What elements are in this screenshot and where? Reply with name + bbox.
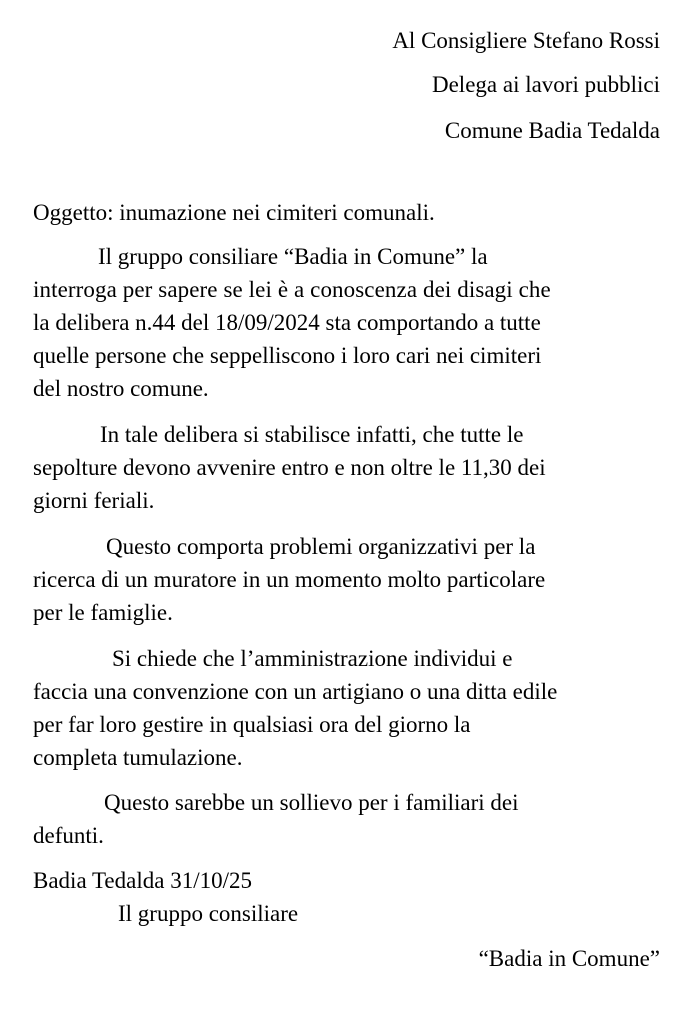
signature-line-1: Il gruppo consiliare: [118, 901, 299, 926]
paragraph-4-line-3: per far loro gestire in qualsiasi ora del giorno la: [33, 712, 471, 737]
paragraph-2-line-3: giorni feriali.: [33, 488, 155, 513]
paragraph-4-line-4: completa tumulazione.: [33, 745, 243, 770]
recipient-name: Al Consigliere Stefano Rossi: [392, 28, 660, 53]
paragraph-1-line-5: del nostro comune.: [33, 376, 209, 401]
signature-line-2: “Badia in Comune”: [478, 946, 660, 971]
paragraph-3-line-3: per le famiglie.: [33, 600, 173, 625]
paragraph-4-line-1: Si chiede che l’amministrazione individui e: [112, 646, 513, 671]
paragraph-2-line-2: sepolture devono avvenire entro e non oltre le 11,30 dei: [33, 455, 546, 480]
paragraph-5-line-1: Questo sarebbe un sollievo per i familiari dei: [104, 790, 519, 815]
paragraph-3-line-2: ricerca di un muratore in un momento molto particolare: [33, 567, 546, 592]
paragraph-1-line-2: interroga per sapere se lei è a conoscenza dei disagi che: [33, 277, 551, 302]
place-date: Badia Tedalda 31/10/25: [33, 868, 252, 893]
paragraph-1-line-3: la delibera n.44 del 18/09/2024 sta comportando a tutte: [33, 310, 541, 335]
recipient-role: Delega ai lavori pubblici: [431, 72, 660, 97]
paragraph-1-line-1: Il gruppo consiliare “Badia in Comune” la: [98, 244, 488, 269]
paragraph-4-line-2: faccia una convenzione con un artigiano o una ditta edile: [33, 679, 558, 704]
paragraph-5-line-2: defunti.: [33, 823, 104, 848]
paragraph-3-line-1: Questo comporta problemi organizzativi per la: [106, 534, 536, 559]
paragraph-2-line-1: In tale delibera si stabilisce infatti, che tutte le: [100, 422, 524, 447]
recipient-office: Comune Badia Tedalda: [444, 118, 660, 143]
subject-line: Oggetto: inumazione nei cimiteri comunali.: [33, 200, 435, 225]
paragraph-1-line-4: quelle persone che seppelliscono i loro cari nei cimiteri: [33, 343, 542, 368]
